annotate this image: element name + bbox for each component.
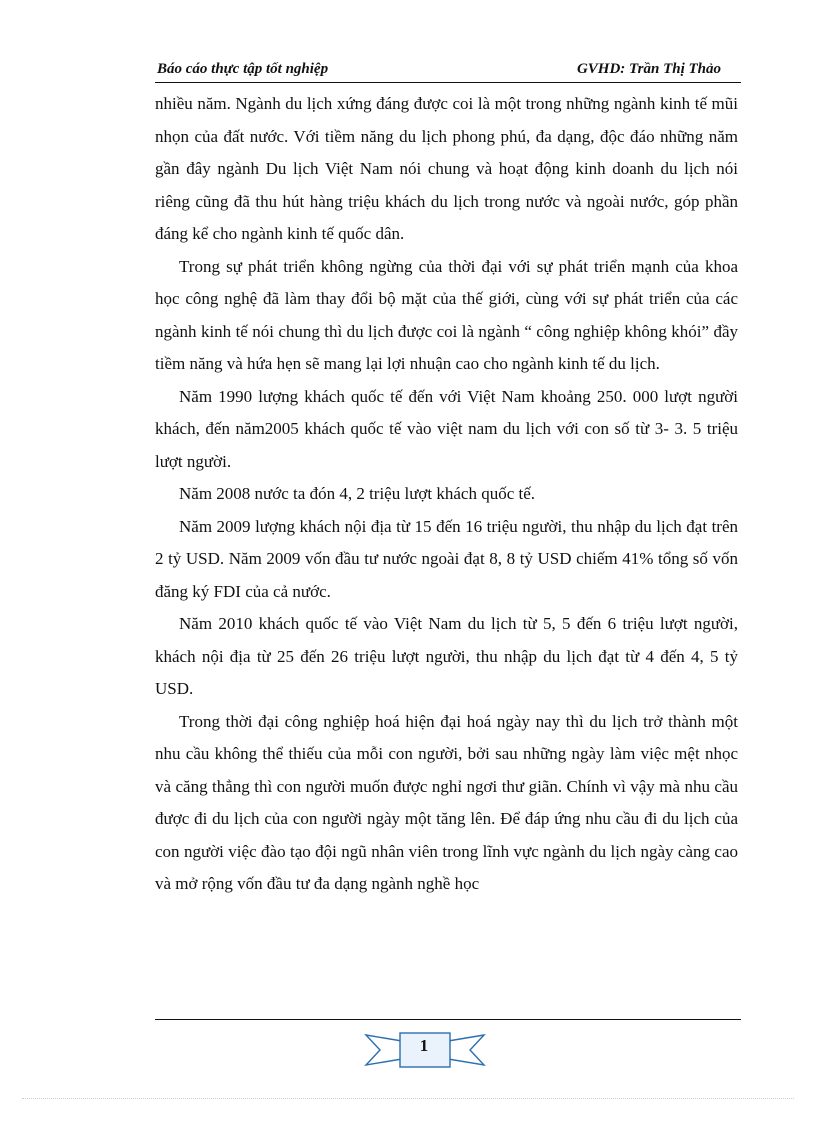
page-number: 1 <box>419 1036 429 1055</box>
footer-divider <box>155 1019 741 1020</box>
paragraph: Năm 2008 nước ta đón 4, 2 triệu lượt khách quốc tế. <box>179 484 536 503</box>
header-report-title: Báo cáo thực tập tốt nghiệp <box>157 61 329 77</box>
paragraph: Trong thời đại công nghiệp hoá hiện đại hoá ngày nay thì du lịch trở thành một nhu cầu không thể thiếu của mỗi con người, bởi sau những ngày làm việc mệt nhọc và căng thẳng thì con người muốn được nghỉ ngơi thư giãn. Chính vì vậy mà nhu cầu được đi du lịch của con người ngày một tăng lên. Để đáp ứng nhu cầu đi du lịch của con người việc đào tạo đội ngũ nhân viên trong lĩnh vực ngành du lịch ngày càng cao và mở rộng vốn đầu tư đa dạng ngành nghề học <box>155 711 738 893</box>
paragraph: Năm 1990 lượng khách quốc tế đến với Việt Nam khoảng 250. 000 lượt người khách, đến năm2005 khách quốc tế vào việt nam du lịch với con số từ 3- 3. 5 triệu lượt người. <box>155 386 738 471</box>
body-text <box>155 88 738 901</box>
page-header <box>155 60 741 83</box>
paragraph: Năm 2010 khách quốc tế vào Việt Nam du lịch từ 5, 5 đến 6 triệu lượt người, khách nội địa từ 25 đến 26 triệu lượt người, thu nhập du lịch đạt từ 4 đến 4, 5 tỷ USD. <box>155 614 738 698</box>
header-advisor: GVHD: Trần Thị Thảo <box>576 61 721 77</box>
page-bottom-edge <box>22 1098 794 1099</box>
paragraph: Năm 2009 lượng khách nội địa từ 15 đến 16 triệu người, thu nhập du lịch đạt trên 2 tỷ USD. Năm 2009 vốn đầu tư nước ngoài đạt 8, 8 tỷ USD chiếm 41% tổng số vốn đăng ký FDI của cả nước. <box>155 516 738 601</box>
paragraph: nhiều năm. Ngành du lịch xứng đáng được coi là một trong những ngành kinh tế mũi nhọn của đất nước. Với tiềm năng du lịch phong phú, đa dạng, độc đáo những năm gần đây ngành Du lịch Việt Nam nói chung và hoạt động kinh doanh du lịch nói riêng cũng đã thu hút hàng triệu khách du lịch trong nước và ngoài nước, góp phần đáng kể cho ngành kinh tế quốc dân. <box>155 94 738 243</box>
paragraph: Trong sự phát triển không ngừng của thời đại với sự phát triển mạnh của khoa học công nghệ đã làm thay đổi bộ mặt của thế giới, cùng với sự phát triển của các ngành kinh tế nói chung thì du lịch được coi là ngành “ công nghiệp không khói” đầy tiềm năng và hứa hẹn sẽ mang lại lợi nhuận cao cho ngành kinh tế du lịch. <box>155 256 738 373</box>
